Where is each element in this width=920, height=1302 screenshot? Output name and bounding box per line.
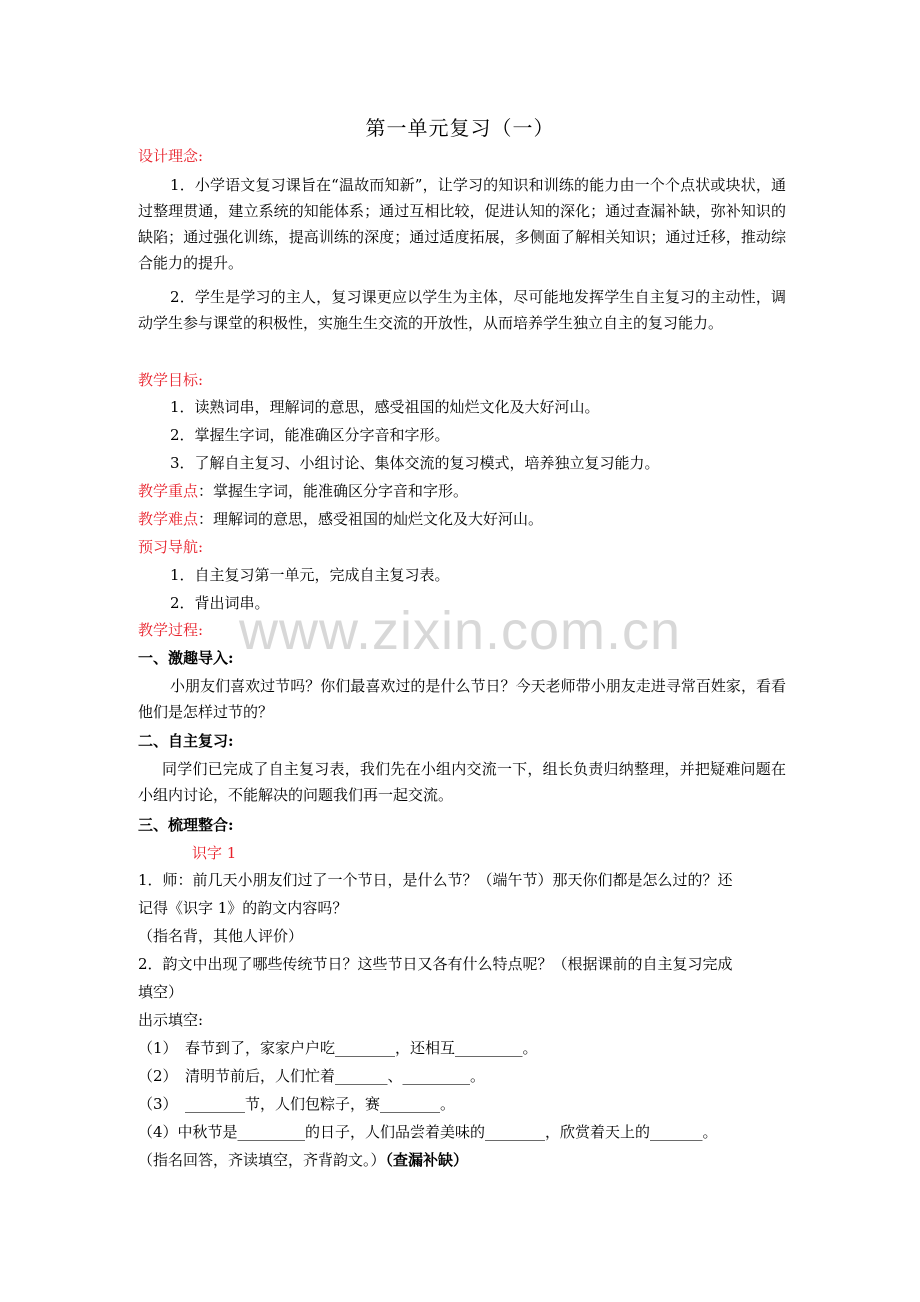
final-note-text: （指名回答，齐读填空，齐背韵文。）	[138, 1151, 386, 1169]
final-note	[138, 1147, 788, 1173]
question-2-line-1: 2．韵文中出现了哪些传统节日？这些节日又各有什么特点呢？（根据课前的自主复习完成	[138, 955, 733, 973]
subsection-heading: 识字 1	[192, 844, 237, 862]
section-3-heading: 三、梳理整合:	[138, 816, 234, 834]
note: （指名背，其他人评价）	[138, 927, 304, 945]
preview-item: 2．背出词串。	[170, 594, 270, 612]
key-point-text: ：掌握生字词，能准确区分字音和字形。	[198, 482, 469, 500]
goals-heading: 教学目标:	[138, 371, 204, 389]
section-2-text: 同学们已完成了自主复习表，我们先在小组内交流一下，组长负责归纳整理，并把疑难问题在小组内讨论，不能解决的问题我们再一起交流。	[138, 760, 786, 804]
preview-heading: 预习导航:	[138, 538, 204, 556]
key-point-label: 教学重点	[138, 482, 199, 500]
goal-item: 3．了解自主复习、小组讨论、集体交流的复习模式，培养独立复习能力。	[170, 454, 660, 472]
process-heading: 教学过程:	[138, 621, 204, 639]
difficulty-point	[138, 506, 788, 532]
design-heading: 设计理念:	[138, 147, 204, 165]
difficulty-label: 教学难点	[138, 510, 199, 528]
fill-item: （1） 春节到了，家家户户吃________，还相互_________。	[138, 1039, 538, 1057]
fill-intro: 出示填空:	[138, 1011, 204, 1029]
goal-item: 1．读熟词串，理解词的意思，感受祖国的灿烂文化及大好河山。	[170, 398, 600, 416]
difficulty-text: ：理解词的意思，感受祖国的灿烂文化及大好河山。	[198, 510, 544, 528]
section-1-text: 小朋友们喜欢过节吗？你们最喜欢过的是什么节日？今天老师带小朋友走进寻常百姓家，看看他们是怎样过节的？	[138, 677, 786, 721]
goal-item: 2．掌握生字词，能准确区分字音和字形。	[170, 426, 450, 444]
section-2-heading: 二、自主复习:	[138, 732, 234, 750]
key-point	[138, 478, 788, 504]
fill-item: （4）中秋节是_________的日子，人们品尝着美味的________，欣赏着天上的_______。	[138, 1123, 718, 1141]
question-2-line-2: 填空）	[138, 983, 184, 1001]
design-paragraph-1: 1．小学语文复习课旨在“温故而知新”，让学习的知识和训练的能力由一个个点状或块状，通过整理贯通，建立系统的知能体系；通过互相比较，促进认知的深化；通过查漏补缺，弥补知识的缺陷；通过强化训练，提高训练的深度；通过适度拓展，多侧面了解相关知识；通过迁移，推动综合能力的提升。	[138, 176, 786, 272]
question-1-line-2: 记得《识字 1》的韵文内容吗？	[138, 899, 348, 917]
final-note-bold: （查漏补缺）	[385, 1151, 469, 1169]
fill-item: （3） ________节，人们包粽子，赛________。	[138, 1095, 456, 1113]
fill-item: （2） 清明节前后，人们忙着_______、_________。	[138, 1067, 486, 1085]
watermark: www.zixin.com.cn	[238, 601, 682, 661]
preview-item: 1．自主复习第一单元，完成自主复习表。	[170, 566, 450, 584]
question-1-line-1: 1．师：前几天小朋友们过了一个节日，是什么节？（端午节）那天你们都是怎么过的？还	[138, 871, 733, 889]
design-paragraph-2: 2．学生是学习的主人，复习课更应以学生为主体，尽可能地发挥学生自主复习的主动性，调动学生参与课堂的积极性，实施生生交流的开放性，从而培养学生独立自主的复习能力。	[138, 288, 786, 332]
page-title: 第一单元复习（一）	[365, 116, 555, 140]
section-1-heading: 一、激趣导入:	[138, 649, 234, 667]
